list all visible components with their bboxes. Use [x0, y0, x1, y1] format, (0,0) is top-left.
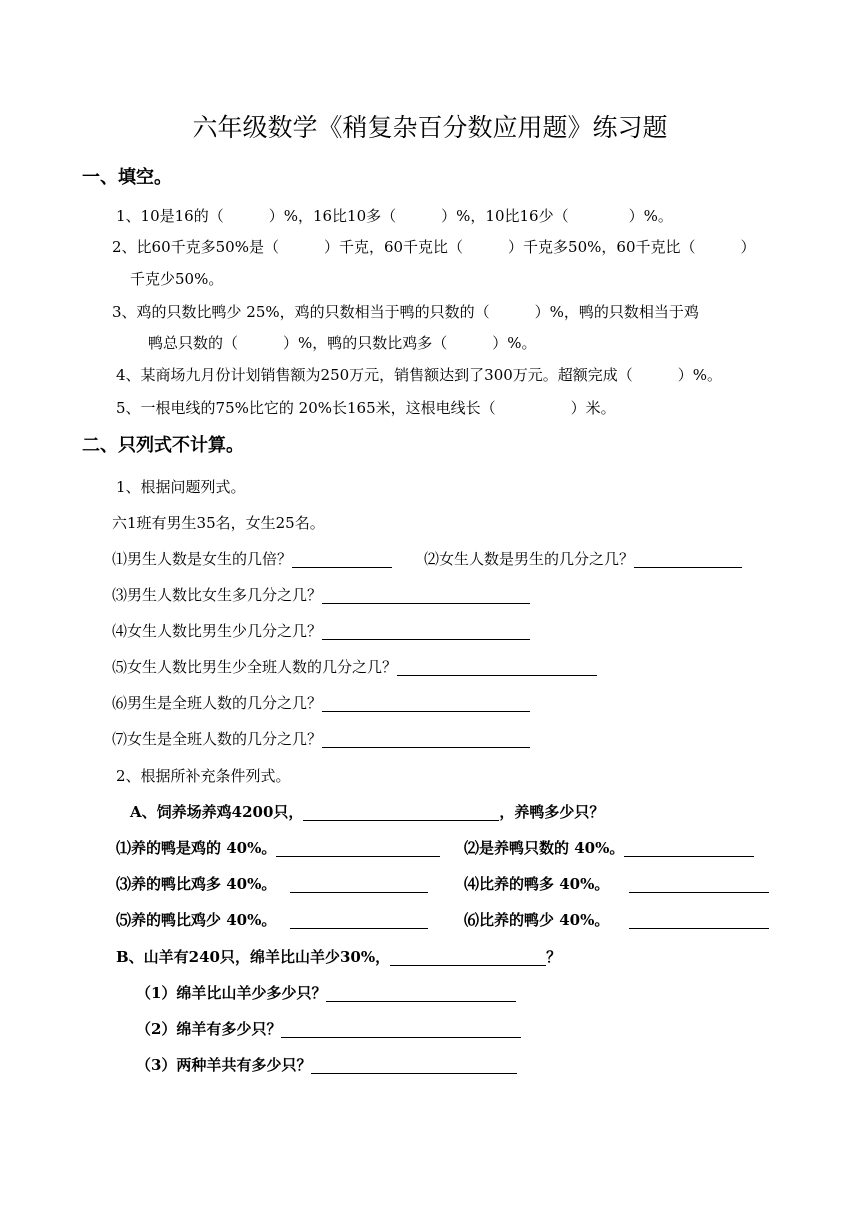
- question-2-line1: 2、比60千克多50%是（ ）千克，60千克比（ ）千克多50%，60千克比（ ）: [112, 238, 756, 256]
- condition-b2: [136, 1018, 521, 1039]
- question-3-line1: 3、鸡的只数比鸭少 25%，鸡的只数相当于鸭的只数的（ ）%，鸭的只数相当于鸡: [112, 303, 699, 321]
- part-b-stem: [116, 946, 561, 967]
- question-5: 5、一根电线的75%比它的 20%长165米，这根电线长（ ）米。: [116, 399, 616, 417]
- part-1-context: 六1班有男生35名，女生25名。: [112, 514, 325, 532]
- answer-blank-a6[interactable]: [629, 912, 769, 929]
- question-4: 4、某商场九月份计划销售额为250万元，销售额达到了300万元。超额完成（ ）%。: [116, 366, 723, 384]
- condition-a5: [116, 909, 428, 930]
- answer-blank-3[interactable]: [322, 587, 530, 604]
- answer-blank-a2[interactable]: [624, 840, 754, 857]
- part-b-suffix: ？: [546, 948, 562, 966]
- condition-a5-text: ⑸养的鸭比鸡少 40%。: [116, 911, 277, 929]
- question-2-line2: 千克少50%。: [130, 270, 224, 288]
- problem-5: [112, 656, 597, 677]
- part-1-title: 1、根据问题列式。: [116, 478, 246, 496]
- condition-b3: [136, 1054, 517, 1075]
- problem-4-text: ⑷女生人数比男生少几分之几？: [112, 622, 323, 640]
- condition-a1-text: ⑴养的鸭是鸡的 40%。: [116, 839, 277, 857]
- condition-b2-text: （2）绵羊有多少只？: [136, 1020, 282, 1038]
- condition-a1: [116, 837, 440, 858]
- condition-a3: [116, 873, 428, 894]
- answer-blank-a3[interactable]: [290, 876, 428, 893]
- answer-blank-4[interactable]: [322, 623, 530, 640]
- problem-6-text: ⑹男生是全班人数的几分之几？: [112, 694, 323, 712]
- problem-7-text: ⑺女生是全班人数的几分之几？: [112, 730, 323, 748]
- answer-blank-1[interactable]: [292, 551, 392, 568]
- condition-b1: [136, 982, 516, 1003]
- part-a-suffix: ，养鸭多少只？: [499, 803, 605, 821]
- answer-blank-b1[interactable]: [326, 985, 516, 1002]
- answer-blank-b3[interactable]: [311, 1057, 517, 1074]
- section-heading-equations: 二、只列式不计算。: [82, 435, 244, 456]
- condition-a2: [464, 837, 754, 858]
- problem-3: [112, 584, 530, 605]
- question-1: 1、10是16的（ ）%，16比10多（ ）%，10比16少（ ）%。: [116, 207, 673, 225]
- problem-1-text: ⑴男生人数是女生的几倍？: [112, 550, 293, 568]
- condition-a3-text: ⑶养的鸭比鸡多 40%。: [116, 875, 277, 893]
- answer-blank-7[interactable]: [322, 731, 530, 748]
- answer-blank-5[interactable]: [397, 659, 597, 676]
- condition-b1-text: （1）绵羊比山羊少多少只？: [136, 984, 327, 1002]
- problem-3-text: ⑶男生人数比女生多几分之几？: [112, 586, 323, 604]
- condition-b3-text: （3）两种羊共有多少只？: [136, 1056, 312, 1074]
- part-a-prefix: A、饲养场养鸡4200只，: [130, 803, 304, 821]
- answer-blank-a5[interactable]: [290, 912, 428, 929]
- answer-blank-6[interactable]: [322, 695, 530, 712]
- problem-6: [112, 692, 530, 713]
- part-b-blank[interactable]: [390, 949, 546, 966]
- part-a-stem: [130, 801, 604, 822]
- condition-a4: [464, 873, 769, 894]
- part-a-blank[interactable]: [303, 804, 499, 821]
- answer-blank-a1[interactable]: [276, 840, 440, 857]
- question-3-line2: 鸭总只数的（ ）%，鸭的只数比鸡多（ ）%。: [148, 334, 537, 352]
- section-heading-fill-blank: 一、填空。: [82, 167, 172, 188]
- problem-2: [424, 548, 742, 569]
- problem-4: [112, 620, 530, 641]
- problem-5-text: ⑸女生人数比男生少全班人数的几分之几？: [112, 658, 398, 676]
- page-title: 六年级数学《稍复杂百分数应用题》练习题: [192, 113, 668, 142]
- condition-a2-text: ⑵是养鸭只数的 40%。: [464, 839, 625, 857]
- problem-7: [112, 728, 530, 749]
- answer-blank-2[interactable]: [634, 551, 742, 568]
- answer-blank-a4[interactable]: [629, 876, 769, 893]
- condition-a6-text: ⑹比养的鸭少 40%。: [464, 911, 610, 929]
- problem-2-text: ⑵女生人数是男生的几分之几？: [424, 550, 635, 568]
- condition-a6: [464, 909, 769, 930]
- part-b-prefix: B、山羊有240只，绵羊比山羊少30%，: [116, 948, 391, 966]
- answer-blank-b2[interactable]: [281, 1021, 521, 1038]
- problem-1: [112, 548, 392, 569]
- condition-a4-text: ⑷比养的鸭多 40%。: [464, 875, 610, 893]
- part-2-title: 2、根据所补充条件列式。: [116, 767, 291, 785]
